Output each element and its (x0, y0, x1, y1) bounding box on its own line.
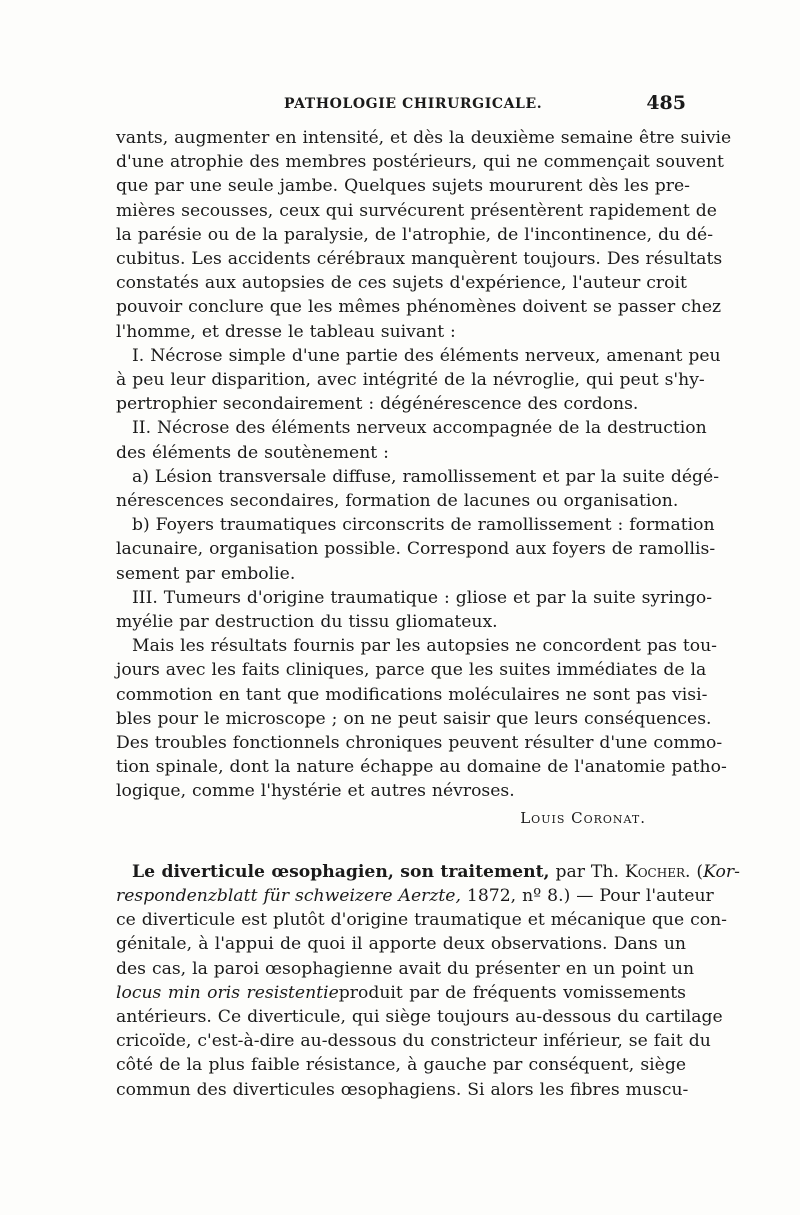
paragraph-conclusion (116, 634, 727, 803)
text-line: d'une atrophie des membres postérieurs, qui ne commençait souvent (116, 152, 724, 173)
text-line: mières secousses, ceux qui survécurent présentèrent rapidement de (116, 200, 717, 221)
author-signature: Louis Coronat. (520, 808, 646, 827)
text-line: constatés aux autopsies de ces sujets d'expérience, l'auteur croit (116, 273, 687, 294)
text-line: commotion en tant que modifications moléculaires ne sont pas visi- (116, 684, 708, 705)
text-line: des cas, la paroi œsophagienne avait du présenter en un point un (116, 958, 695, 979)
text-line: côté de la plus faible résistance, à gauche par conséquent, siège (116, 1055, 686, 1076)
text-line: pouvoir conclure que les mêmes phénomènes doivent se passer chez (116, 297, 722, 318)
text-line: cubitus. Les accidents cérébraux manquèrent toujours. Des résultats (116, 249, 723, 270)
text-line: Mais les résultats fournis par les autopsies ne concordent pas tou- (132, 636, 717, 657)
text-line: myélie par destruction du tissu gliomateux. (116, 612, 498, 633)
text-line: commun des diverticules œsophagiens. Si alors les fibres muscu- (116, 1079, 689, 1100)
section-gap (116, 836, 686, 860)
list-item-II (116, 416, 707, 464)
text-line: la parésie ou de la paralysie, de l'atrophie, de l'incontinence, du dé- (116, 224, 714, 245)
text-line: des éléments de soutènement : (116, 442, 389, 463)
latin-phrase: locus min oris resistentie (116, 982, 339, 1003)
text-line: ce diverticule est plutôt d'origine traumatique et mécanique que con- (116, 910, 727, 931)
text-line: b) Foyers traumatiques circonscrits de ramollissement : formation (132, 515, 715, 536)
article-open: . ( (685, 861, 704, 882)
article-title: Le diverticule œsophagien, son traitement, (132, 861, 550, 882)
text-line: logique, comme l'hystérie et autres névroses. (116, 781, 515, 802)
list-item-I (116, 344, 721, 417)
text-line: jours avec les faits cliniques, parce que les suites immédiates de la (116, 660, 707, 681)
article-by: par Th. (549, 861, 625, 882)
page-body (116, 126, 740, 1102)
text-line: nérescences secondaires, formation de lacunes ou organisation. (116, 491, 679, 512)
text-line: a) Lésion transversale diffuse, ramollissement et par la suite dégé- (132, 466, 720, 487)
text-line: que par une seule jambe. Quelques sujets moururent dès les pre- (116, 176, 690, 197)
text-line: à peu leur disparition, avec intégrité de la névroglie, qui peut s'hy- (116, 370, 705, 391)
text-line: l'homme, et dresse le tableau suivant : (116, 321, 456, 342)
text-line: lacunaire, organisation possible. Correspond aux foyers de ramollis- (116, 539, 716, 560)
text-line: Des troubles fonctionnels chroniques peuvent résulter d'une commo- (116, 733, 723, 754)
text-fragment: produit par de fréquents vomissements (338, 982, 686, 1003)
article-author: Kocher (624, 861, 685, 882)
list-item-II-a (116, 465, 720, 513)
citation-rest: 1872, nº 8.) — Pour l'auteur (460, 885, 714, 906)
page-header (116, 92, 686, 122)
text-line: III. Tumeurs d'origine traumatique : gliose et par la suite syringo- (132, 587, 713, 608)
text-line: pertrophier secondairement : dégénérescence des cordons. (116, 394, 639, 415)
journal-title-start: Kor- (703, 861, 740, 882)
text-line: génitale, à l'appui de quoi il apporte deux observations. Dans un (116, 934, 686, 955)
running-head: PATHOLOGIE CHIRURGICALE. (284, 96, 543, 112)
text-line: bles pour le microscope ; on ne peut saisir que leurs conséquences. (116, 708, 712, 729)
text-line: antérieurs. Ce diverticule, qui siège toujours au-dessous du cartilage (116, 1006, 723, 1027)
text-line: sement par embolie. (116, 563, 296, 584)
list-item-II-b (116, 513, 716, 586)
text-line: vants, augmenter en intensité, et dès la deuxième semaine être suivie (116, 128, 732, 148)
text-line: I. Nécrose simple d'une partie des éléments nerveux, amenant peu (132, 345, 721, 366)
journal-title: respondenzblatt für schweizere Aerzte, (116, 885, 461, 906)
text-line: tion spinale, dont la nature échappe au domaine de l'anatomie patho- (116, 757, 727, 778)
latin-phrase-line (116, 981, 686, 1005)
text-line: cricoïde, c'est-à-dire au-dessous du constricteur inférieur, se fait du (116, 1031, 711, 1052)
list-item-III (116, 586, 713, 634)
page-number: 485 (646, 92, 686, 114)
paragraph-continued (116, 126, 732, 344)
article-citation-line (116, 884, 714, 908)
article-heading-line (116, 860, 740, 884)
text-line: II. Nécrose des éléments nerveux accompagnée de la destruction (132, 418, 707, 439)
article-diverticule (116, 860, 740, 1102)
